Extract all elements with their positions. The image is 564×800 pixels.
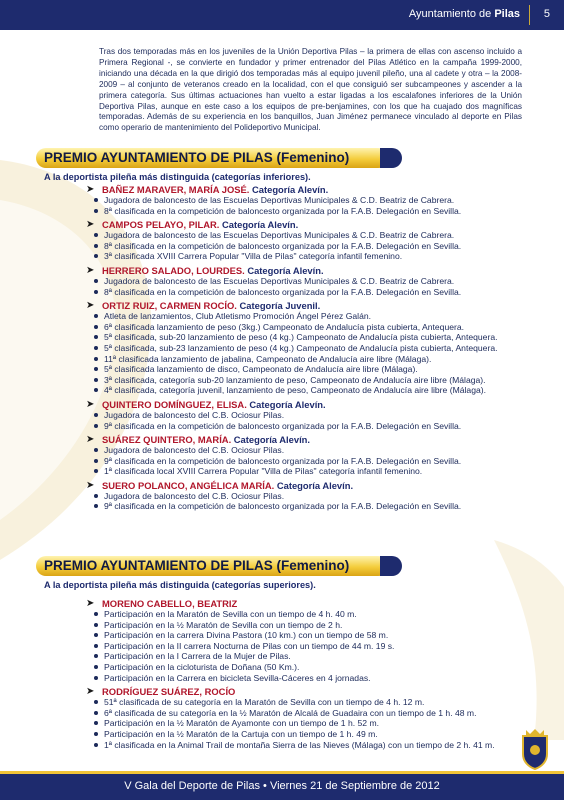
- achievement-item: [104, 673, 526, 684]
- achievement-list: [86, 491, 526, 512]
- section2-list: [86, 595, 526, 750]
- achievement-text: Participación en la ½ Maratón de la Cartuja con un tiempo de 1 h. 49 m.: [104, 728, 378, 739]
- achievement-text: 9ª clasificada en la competición de baloncesto organizada por la F.A.B. Delegación en Sevilla.: [104, 420, 462, 431]
- achievement-list: [86, 195, 526, 216]
- achievement-text: Participación en la carrera Divina Pastora (10 km.) con un tiempo de 58 m.: [104, 630, 389, 641]
- person-name: [102, 686, 526, 697]
- person-name: [102, 300, 526, 311]
- achievement-text: Participación en la Carrera en bicicleta Sevilla-Cáceres en 4 jornadas.: [104, 672, 371, 683]
- achievement-list: [86, 276, 526, 297]
- bullet-icon: [94, 198, 98, 202]
- achievement-text: Jugadora de baloncesto del C.B. Ociosur Pilas.: [104, 445, 285, 456]
- achievement-text: 6ª clasificada de su categoría en la ½ Maratón de Alcalá de Guadaira con un tiempo de 1 h. 48 m.: [104, 707, 477, 718]
- arrow-bullet-icon: ➤: [86, 264, 95, 276]
- achievement-text: 9ª clasificada en la competición de baloncesto organizada por la F.A.B. Delegación en Sevilla.: [104, 501, 462, 512]
- bullet-icon: [94, 700, 98, 704]
- person-name: [102, 480, 526, 491]
- achievement-text: 5ª clasificada lanzamiento de disco, Campeonato de Andalucía aire libre (Málaga).: [104, 364, 418, 375]
- achievement-text: 9ª clasificada en la competición de baloncesto organizada por la F.A.B. Delegación en Sevilla.: [104, 455, 462, 466]
- bullet-icon: [94, 378, 98, 382]
- achievement-text: 51ª clasificada de su categoría en la Maratón de Sevilla con un tiempo de 4 h. 12 m.: [104, 697, 425, 708]
- achievement-item: [104, 456, 526, 467]
- achievement-item: [104, 322, 526, 333]
- achievement-text: Participación en la Maratón de Sevilla con un tiempo de 4 h. 40 m.: [104, 609, 357, 619]
- achievement-text: Jugadora de baloncesto de las Escuelas Deportivas Municipales & C.D. Beatriz de Cabrera.: [104, 230, 455, 241]
- arrow-bullet-icon: ➤: [86, 184, 95, 195]
- person-entry: [86, 219, 526, 262]
- bullet-icon: [94, 413, 98, 417]
- person-name-text: QUINTERO DOMÍNGUEZ, ELISA.: [102, 398, 247, 410]
- achievement-item: [104, 501, 526, 512]
- bullet-icon: [94, 469, 98, 473]
- achievement-item: [104, 491, 526, 502]
- person-entry: [86, 434, 526, 477]
- arrow-bullet-icon: ➤: [86, 300, 95, 312]
- achievement-item: [104, 410, 526, 421]
- pilas-crest-icon: [520, 728, 550, 770]
- achievement-list: [86, 609, 526, 683]
- achievement-text: Participación en la I Carrera de la Mujer de Pilas.: [104, 651, 291, 662]
- bullet-icon: [94, 233, 98, 237]
- achievement-text: Atleta de lanzamientos, Club Atletismo Promoción Ángel Pérez Galán.: [104, 311, 372, 322]
- bullet-icon: [94, 676, 98, 680]
- achievement-item: [104, 332, 526, 343]
- achievement-item: [104, 718, 526, 729]
- achievement-list: [86, 410, 526, 431]
- person-category: Categoría Alevín.: [231, 434, 311, 446]
- achievement-text: 8ª clasificada en la competición de baloncesto organizada por la F.A.B. Delegación en Sevilla.: [104, 286, 462, 297]
- person-name-text: SUERO POLANCO, ANGÉLICA MARÍA.: [102, 479, 275, 491]
- achievement-text: Jugadora de baloncesto del C.B. Ociosur Pilas.: [104, 490, 285, 501]
- person-entry: [86, 686, 526, 750]
- achievement-text: 8ª clasificada en la competición de baloncesto organizada por la F.A.B. Delegación en Sevilla.: [104, 240, 462, 251]
- person-category: Categoría Juvenil.: [236, 300, 321, 312]
- bullet-icon: [94, 612, 98, 616]
- person-name-text: HERRERO SALADO, LOURDES.: [102, 264, 245, 276]
- achievement-list: [86, 230, 526, 262]
- section1-title: PREMIO AYUNTAMIENTO DE PILAS (Femenino): [44, 150, 350, 165]
- person-name: [102, 434, 526, 445]
- bullet-icon: [94, 732, 98, 736]
- bullet-icon: [94, 325, 98, 329]
- bullet-icon: [94, 314, 98, 318]
- bullet-icon: [94, 721, 98, 725]
- achievement-item: [104, 364, 526, 375]
- bullet-icon: [94, 290, 98, 294]
- achievement-item: [104, 466, 526, 477]
- banner-tail: [380, 148, 402, 168]
- achievement-item: [104, 343, 526, 354]
- person-category: Categoría Alevín.: [274, 479, 354, 491]
- achievement-text: 6ª clasificada lanzamiento de peso (3kg.) Campeonato de Andalucía pista cubierta, Antequera.: [104, 321, 465, 332]
- person-name-text: BAÑEZ MARAVER, MARÍA JOSÉ.: [102, 184, 250, 195]
- arrow-bullet-icon: ➤: [86, 434, 95, 446]
- achievement-list: [86, 311, 526, 396]
- achievement-item: [104, 651, 526, 662]
- person-category: Categoría Alevín.: [219, 219, 299, 231]
- person-entry: [86, 300, 526, 396]
- achievement-text: 4ª clasificada, categoría juvenil, lanzamiento de peso, Campeonato de Andalucía aire libre (Málaga).: [104, 385, 487, 396]
- achievement-text: Participación en la ½ Maratón de Ayamonte con un tiempo de 1 h. 52 m.: [104, 718, 380, 729]
- header-title: Ayuntamiento de Pilas: [408, 8, 520, 20]
- achievement-item: [104, 662, 526, 673]
- achievement-item: [104, 195, 526, 206]
- achievement-item: [104, 276, 526, 287]
- achievement-item: [104, 375, 526, 386]
- bullet-icon: [94, 623, 98, 627]
- arrow-bullet-icon: ➤: [86, 686, 95, 698]
- bullet-icon: [94, 743, 98, 747]
- footer-text: V Gala del Deporte de Pilas • Viernes 21 de Septiembre de 2012: [124, 780, 440, 792]
- person-name: [102, 184, 526, 195]
- person-name-text: SUÁREZ QUINTERO, MARÍA.: [102, 434, 232, 446]
- achievement-item: [104, 697, 526, 708]
- achievement-item: [104, 729, 526, 740]
- bullet-icon: [94, 209, 98, 213]
- achievement-text: 5ª clasificada, sub-20 lanzamiento de peso (4 kg.) Campeonato de Andalucía pista cubierta, Antequera.: [104, 332, 498, 343]
- achievement-item: [104, 740, 526, 751]
- person-category: Categoría Alevín.: [249, 184, 329, 195]
- achievement-item: [104, 630, 526, 641]
- person-name-text: RODRÍGUEZ SUÁREZ, ROCÍO: [102, 686, 236, 698]
- person-name-text: CAMPOS PELAYO, PILAR.: [102, 219, 220, 231]
- arrow-bullet-icon: ➤: [86, 398, 95, 410]
- bullet-icon: [94, 494, 98, 498]
- bullet-icon: [94, 254, 98, 258]
- achievement-list: [86, 445, 526, 477]
- bullet-icon: [94, 644, 98, 648]
- footer-bar: [0, 771, 564, 800]
- section2-title: PREMIO AYUNTAMIENTO DE PILAS (Femenino): [44, 558, 350, 573]
- achievement-item: [104, 206, 526, 217]
- achievement-list: [86, 697, 526, 750]
- bullet-icon: [94, 244, 98, 248]
- arrow-bullet-icon: ➤: [86, 219, 95, 231]
- bullet-icon: [94, 459, 98, 463]
- intro-paragraph: Tras dos temporadas más en los juveniles de la Unión Deportiva Pilas – la primera de ellas con ascenso incluido a Primera Regional -, se convierte en fundador y primer entrenador del Pilas Atlético en la campaña 1999-2000, iniciando una década en la que dirigió dos temporadas más al equipo juvenil pileño, una al cadete y otra – la 2008-2009 – al conjunto de veteranos creado en la localidad, con el que consiguió ser subcampeones y ascender a la primera categoría. Sus últimas actuaciones han vuelto a estar ligadas a los escalafones inferiores de la Unión Deportiva Pilas, aunque en este caso a los equipos de pre-benjamines, con los que ha cuajado dos magníficas temporadas. Además de su experiencia en los banquillos, Juan Jiménez permanece vinculado al deporte en Pilas como operario de mantenimiento del Polideportivo Municipal.: [99, 47, 522, 133]
- achievement-text: 3ª clasificada, categoría sub-20 lanzamiento de peso, Campeonato de Andalucía aire libre (Málaga).: [104, 374, 486, 385]
- person-name: [102, 399, 526, 410]
- bullet-icon: [94, 665, 98, 669]
- section1-banner: [36, 148, 402, 170]
- person-entry: [86, 480, 526, 512]
- page-number: 5: [543, 8, 550, 20]
- bullet-icon: [94, 504, 98, 508]
- achievement-text: Jugadora de baloncesto del C.B. Ociosur Pilas.: [104, 409, 285, 420]
- person-category: Categoría Alevín.: [246, 398, 326, 410]
- achievement-text: Participación en la II carrera Nocturna de Pilas con un tiempo de 44 m. 19 s.: [104, 640, 395, 651]
- person-name: [102, 598, 526, 609]
- achievement-text: Jugadora de baloncesto de las Escuelas Deportivas Municipales & C.D. Beatriz de Cabrera.: [104, 275, 455, 286]
- achievement-item: [104, 251, 526, 262]
- person-name: [102, 219, 526, 230]
- person-name-text: ORTIZ RUIZ, CARMEN ROCÍO.: [102, 300, 237, 312]
- achievement-text: 1ª clasificada local XVIII Carrera Popular "Villa de Pilas" categoría infantil femenino.: [104, 466, 423, 477]
- achievement-text: 11ª clasificada lanzamiento de jabalina, Campeonato de Andalucía aire libre (Málaga).: [104, 353, 432, 364]
- bullet-icon: [94, 633, 98, 637]
- achievement-item: [104, 354, 526, 365]
- achievement-text: 8ª clasificada en la competición de baloncesto organizada por la F.A.B. Delegación en Sevilla.: [104, 205, 462, 216]
- section2-banner: [36, 556, 402, 578]
- bullet-icon: [94, 654, 98, 658]
- achievement-text: Participación en la ½ Maratón de Sevilla con un tiempo de 2 h.: [104, 619, 343, 630]
- achievement-text: Jugadora de baloncesto de las Escuelas Deportivas Municipales & C.D. Beatriz de Cabrera.: [104, 195, 455, 205]
- arrow-bullet-icon: ➤: [86, 598, 95, 609]
- person-name-text: MORENO CABELLO, BEATRIZ: [102, 598, 238, 609]
- achievement-item: [104, 609, 526, 620]
- bullet-icon: [94, 448, 98, 452]
- bullet-icon: [94, 335, 98, 339]
- bullet-icon: [94, 711, 98, 715]
- section1-subtitle: A la deportista pileña más distinguida (categorías inferiores).: [44, 172, 311, 182]
- person-name: [102, 265, 526, 276]
- bullet-icon: [94, 388, 98, 392]
- arrow-bullet-icon: ➤: [86, 479, 95, 491]
- person-entry: [86, 184, 526, 216]
- section2-subtitle: A la deportista pileña más distinguida (categorías superiores).: [44, 580, 316, 590]
- achievement-item: [104, 287, 526, 298]
- bullet-icon: [94, 346, 98, 350]
- bullet-icon: [94, 424, 98, 428]
- banner-tail: [380, 556, 402, 576]
- achievement-text: 5ª clasificada, sub-23 lanzamiento de peso (4 kg.) Campeonato de Andalucía pista cubierta, Antequera.: [104, 342, 498, 353]
- header-separator: [529, 5, 530, 25]
- person-entry: [86, 598, 526, 683]
- achievement-item: [104, 708, 526, 719]
- header-bar: [0, 0, 564, 30]
- bullet-icon: [94, 367, 98, 371]
- achievement-item: [104, 241, 526, 252]
- person-entry: [86, 265, 526, 297]
- achievement-item: [104, 385, 526, 396]
- achievement-text: 3ª clasificada XVIII Carrera Popular "Villa de Pilas" categoría infantil femenino.: [104, 251, 403, 262]
- achievement-item: [104, 445, 526, 456]
- achievement-item: [104, 641, 526, 652]
- person-category: Categoría Alevín.: [244, 264, 324, 276]
- achievement-text: 1ª clasificada en la Animal Trail de montaña Sierra de las Nieves (Málaga) con un tiempo de 2 h. 41 m.: [104, 739, 495, 750]
- bullet-icon: [94, 357, 98, 361]
- achievement-item: [104, 421, 526, 432]
- achievement-item: [104, 620, 526, 631]
- achievement-item: [104, 230, 526, 241]
- section1-list: [86, 181, 526, 512]
- bullet-icon: [94, 279, 98, 283]
- achievement-text: Participación en la cicloturista de Doñana (50 Km.).: [104, 661, 300, 672]
- person-entry: [86, 399, 526, 431]
- achievement-item: [104, 311, 526, 322]
